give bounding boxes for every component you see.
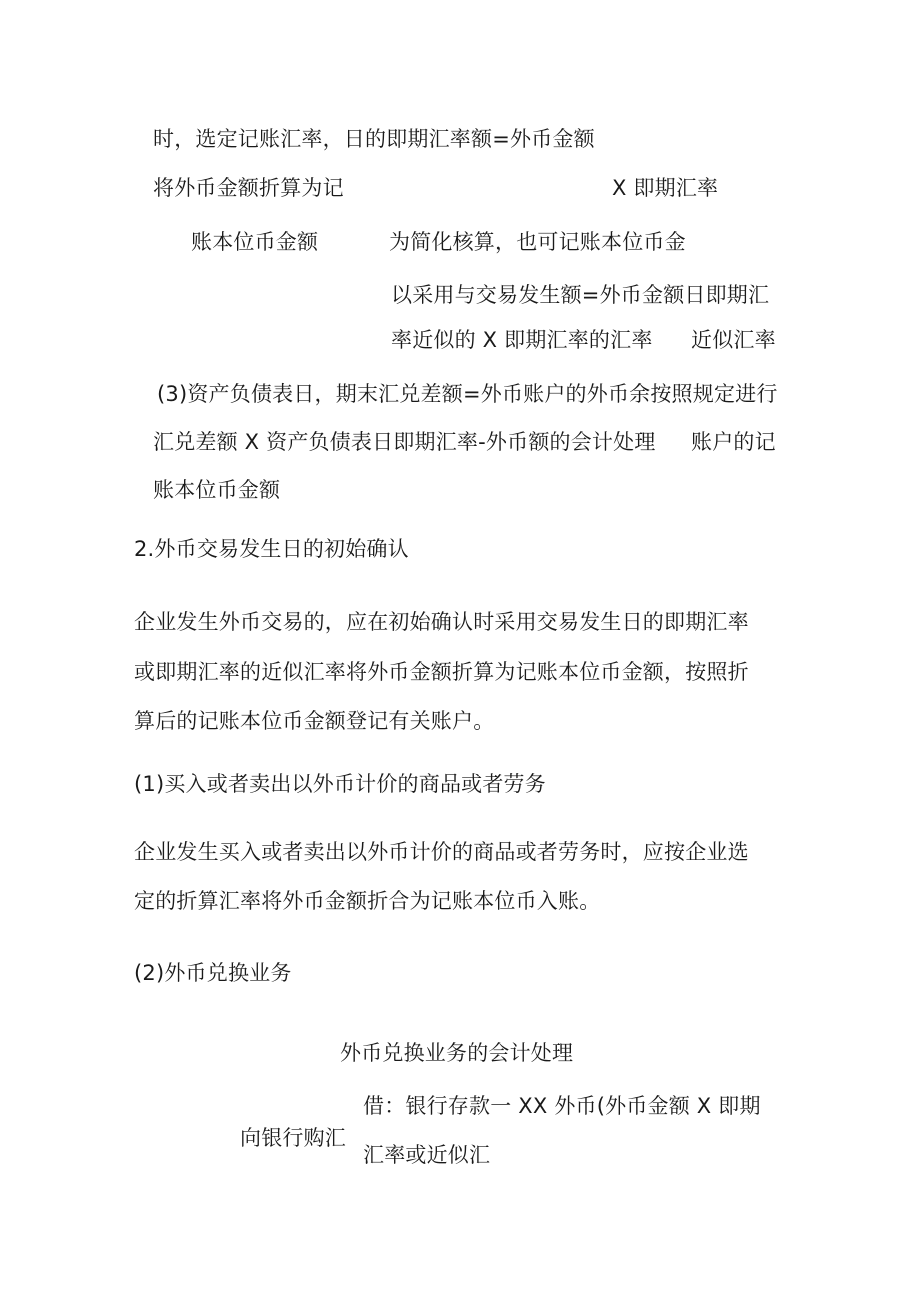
journal-entry-line: 借：银行存款一 XX 外币(外币金额 X 即期	[363, 1094, 761, 1118]
table-title: 外币兑换业务的会计处理	[340, 1041, 574, 1065]
paragraph-line: 定的折算汇率将外币金额折合为记账本位币入账。	[134, 889, 601, 913]
fragment-row-bottom-line2: 汇兑差额 X 资产负债表日即期汇率-外币额的会计处理	[153, 430, 656, 454]
paragraph-line: 算后的记账本位币金额登记有关账户。	[134, 709, 495, 733]
paragraph-line: 企业发生外币交易的，应在初始确认时采用交易发生日的即期汇率	[134, 610, 749, 634]
fragment-row-middle-line1: 为简化核算，也可记账本位币金	[389, 230, 686, 254]
fragment-row-middle-left: 账本位币金额	[191, 230, 319, 254]
subsection-heading: (1)买入或者卖出以外币计价的商品或者劳务	[134, 772, 546, 796]
journal-entry-line: 汇率或近似汇	[363, 1143, 491, 1167]
fragment-row-middle-line2: 以采用与交易发生额=外币金额日即期汇	[391, 283, 770, 307]
fragment-row-bottom-line3: 账本位币金额	[153, 478, 281, 502]
fragment-row-bottom-line1: (3)资产负债表日，期末汇兑差额=外币账户的外币余按照规定进行	[157, 382, 778, 406]
paragraph-line: 企业发生买入或者卖出以外币计价的商品或者劳务时，应按企业选	[134, 840, 749, 864]
fragment-row-middle-line3: 率近似的 X 即期汇率的汇率	[391, 328, 653, 352]
fragment-row-bottom-line2-right: 账户的记	[691, 430, 776, 454]
fragment-row-top-left: 将外币金额折算为记	[153, 176, 344, 200]
fragment-row-top-rate: X 即期汇率	[612, 176, 719, 200]
table-row-label: 向银行购汇	[240, 1126, 346, 1150]
paragraph-line: 或即期汇率的近似汇率将外币金额折算为记账本位币金额，按照折	[134, 660, 749, 684]
section-heading: 2.外币交易发生日的初始确认	[134, 537, 409, 561]
fragment-row-middle-line3-right: 近似汇率	[691, 328, 776, 352]
subsection-heading: (2)外币兑换业务	[134, 961, 292, 985]
fragment-row-top-line1: 时，选定记账汇率，日的即期汇率额=外币金额	[153, 127, 595, 151]
